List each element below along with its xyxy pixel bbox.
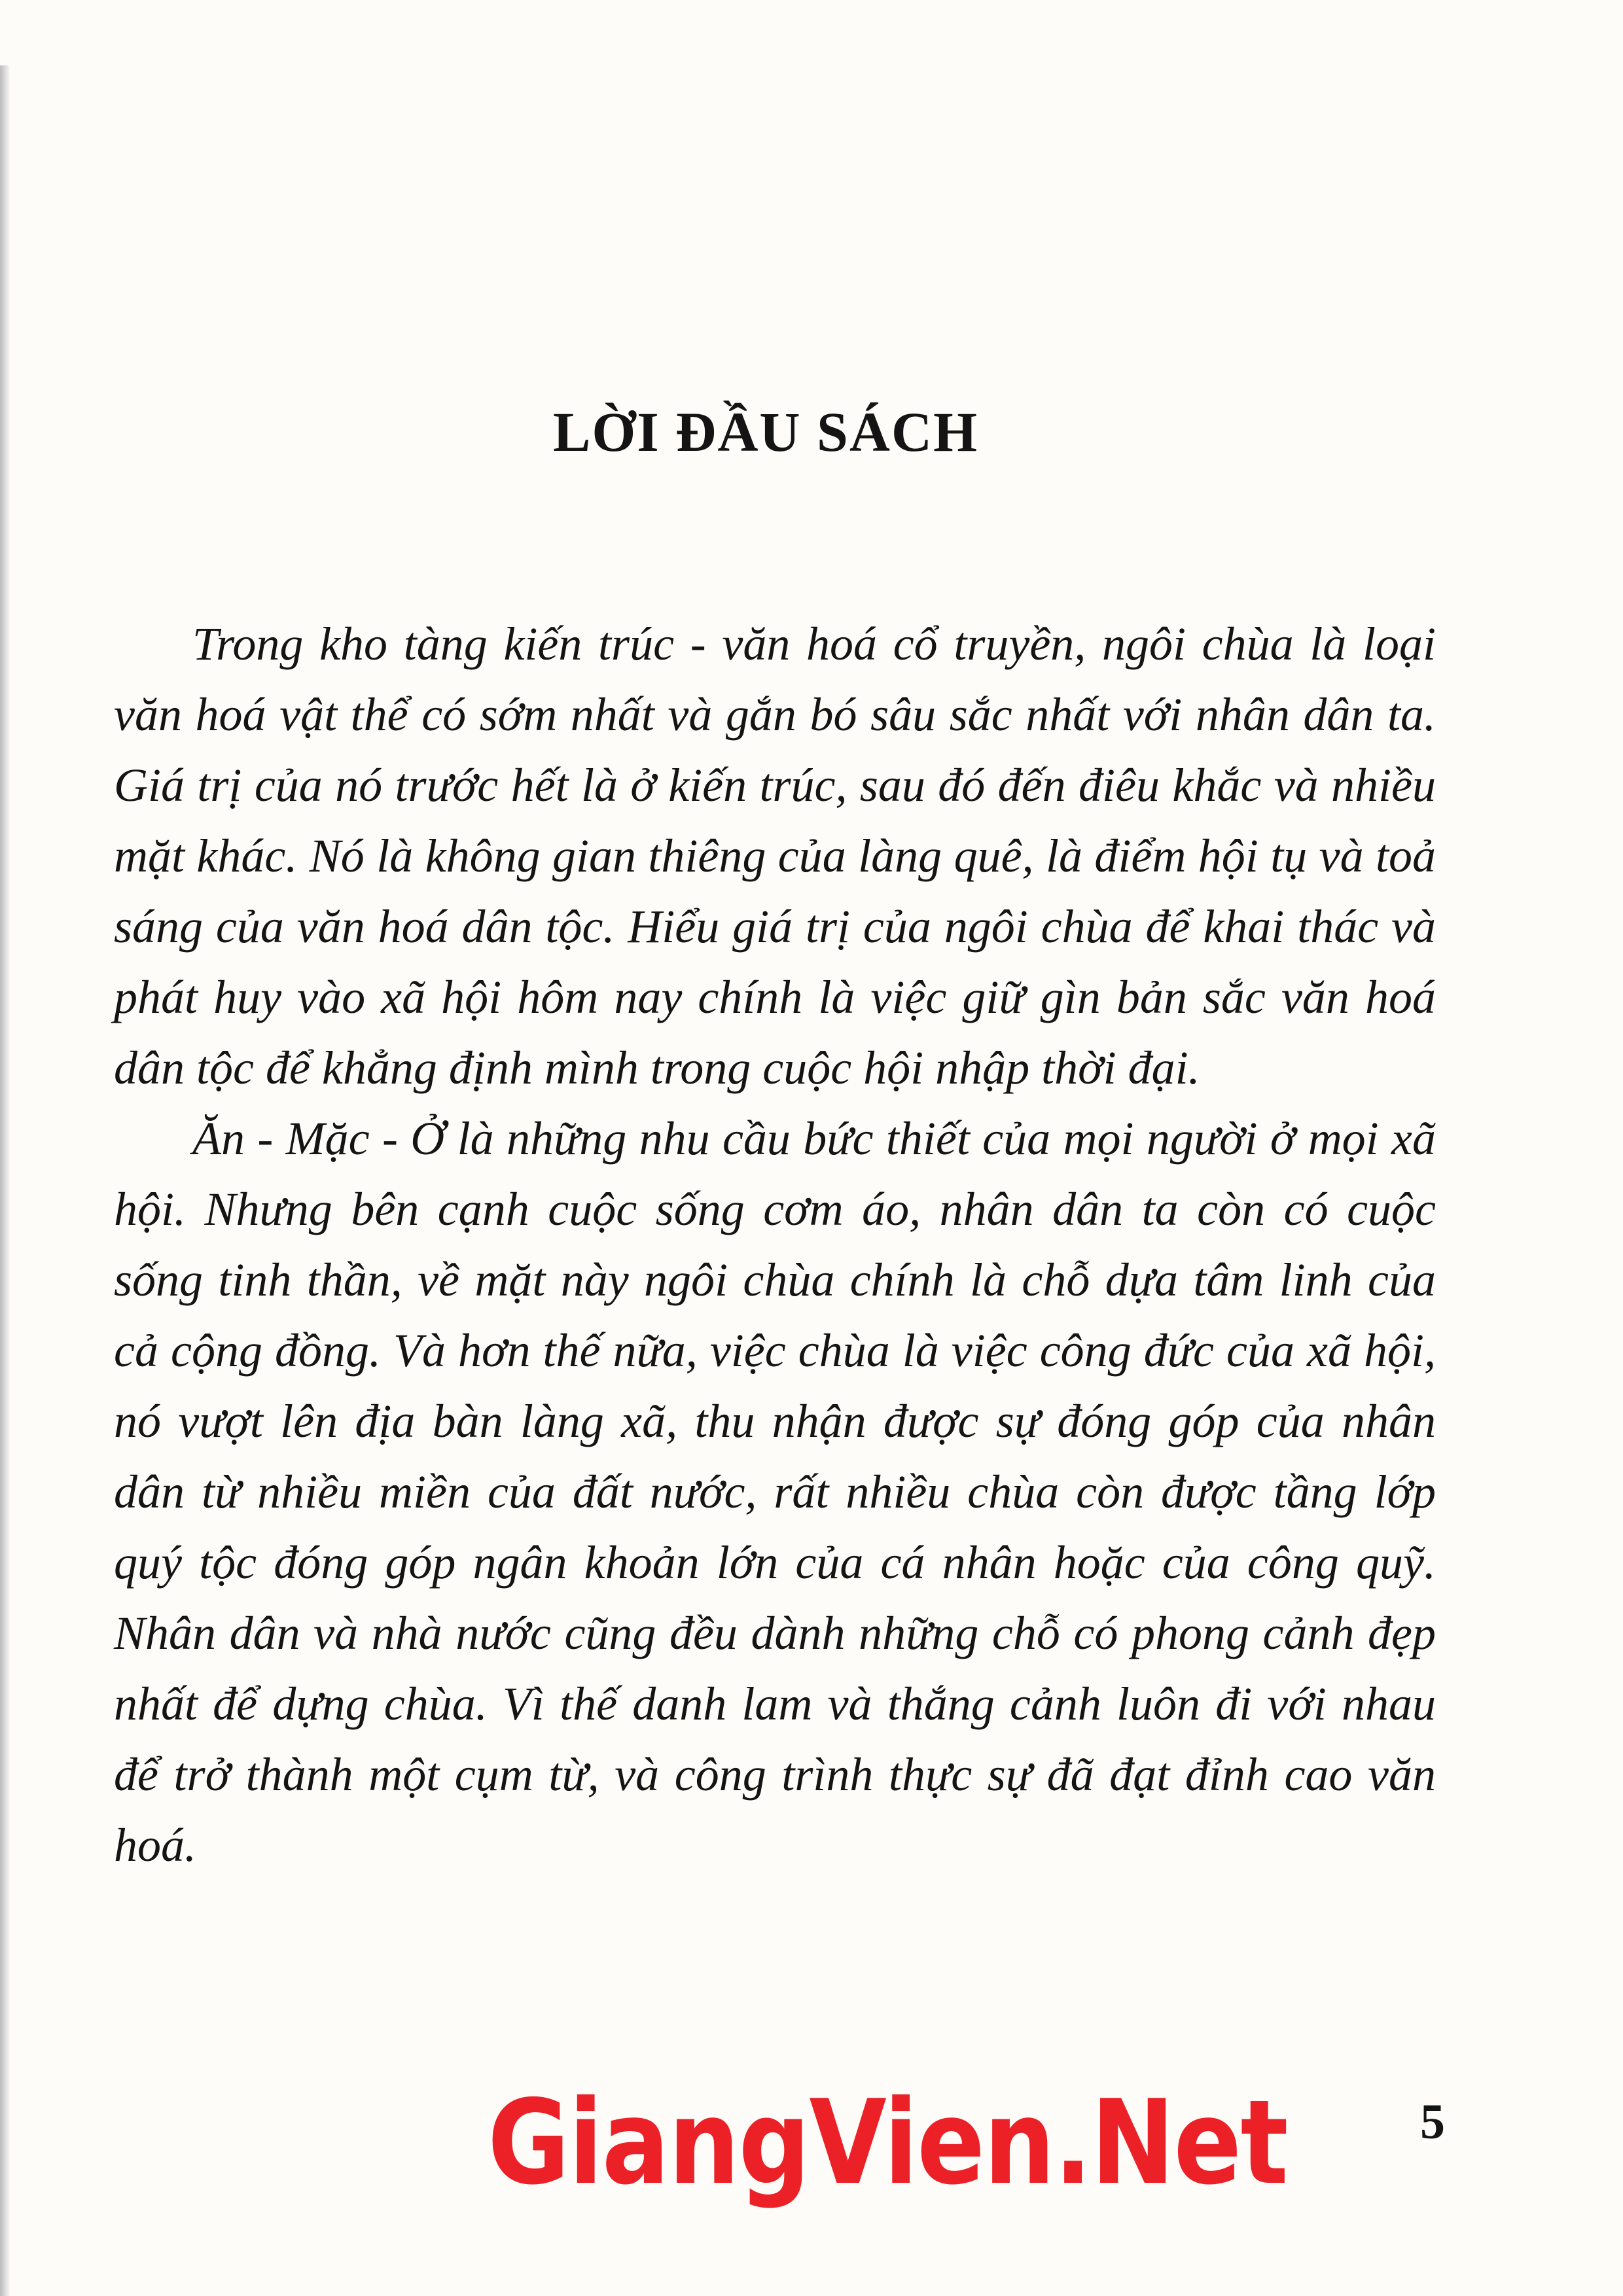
page-number: 5 [1420,2094,1445,2149]
paragraph-1: Trong kho tàng kiến trúc - văn hoá cổ truyền, ngôi chùa là loại văn hoá vật thể có sớm nhất và gắn bó sâu sắc nhất với nhân dân ta. Giá trị của nó trước hết là ở kiến trúc, sau đó đến điêu khắc và nhiều mặt khác. Nó là không gian thiêng của làng quê, là điểm hội tụ và toả sáng của văn hoá dân tộc. Hiểu giá trị của ngôi chùa để khai thác và phát huy vào xã hội hôm nay chính là việc giữ gìn bản sắc văn hoá dân tộc để khẳng định mình trong cuộc hội nhập thời đại. [114,618,1436,1094]
page-title: LỜI ĐẦU SÁCH [553,400,978,463]
watermark: GiangVien.Net [488,2075,1287,2210]
paragraph-2: Ăn - Mặc - Ở là những nhu cầu bức thiết của mọi người ở mọi xã hội. Nhưng bên cạnh cuộc sống cơm áo, nhân dân ta còn có cuộc sống tinh thần, về mặt này ngôi chùa chính là chỗ dựa tâm linh của cả cộng đồng. Và hơn thế nữa, việc chùa là việc công đức của xã hội, nó vượt lên địa bàn làng xã, thu nhận được sự đóng góp của nhân dân từ nhiều miền của đất nước, rất nhiều chùa còn được tầng lớp quý tộc đóng góp ngân khoản lớn của cá nhân hoặc của công quỹ. Nhân dân và nhà nước cũng đều dành những chỗ có phong cảnh đẹp nhất để dựng chùa. Vì thế danh lam và thắng cảnh luôn đi với nhau để trở thành một cụm từ, và công trình thực sự đã đạt đỉnh cao văn hoá. [114,1112,1436,1871]
body-text [114,609,1436,1881]
